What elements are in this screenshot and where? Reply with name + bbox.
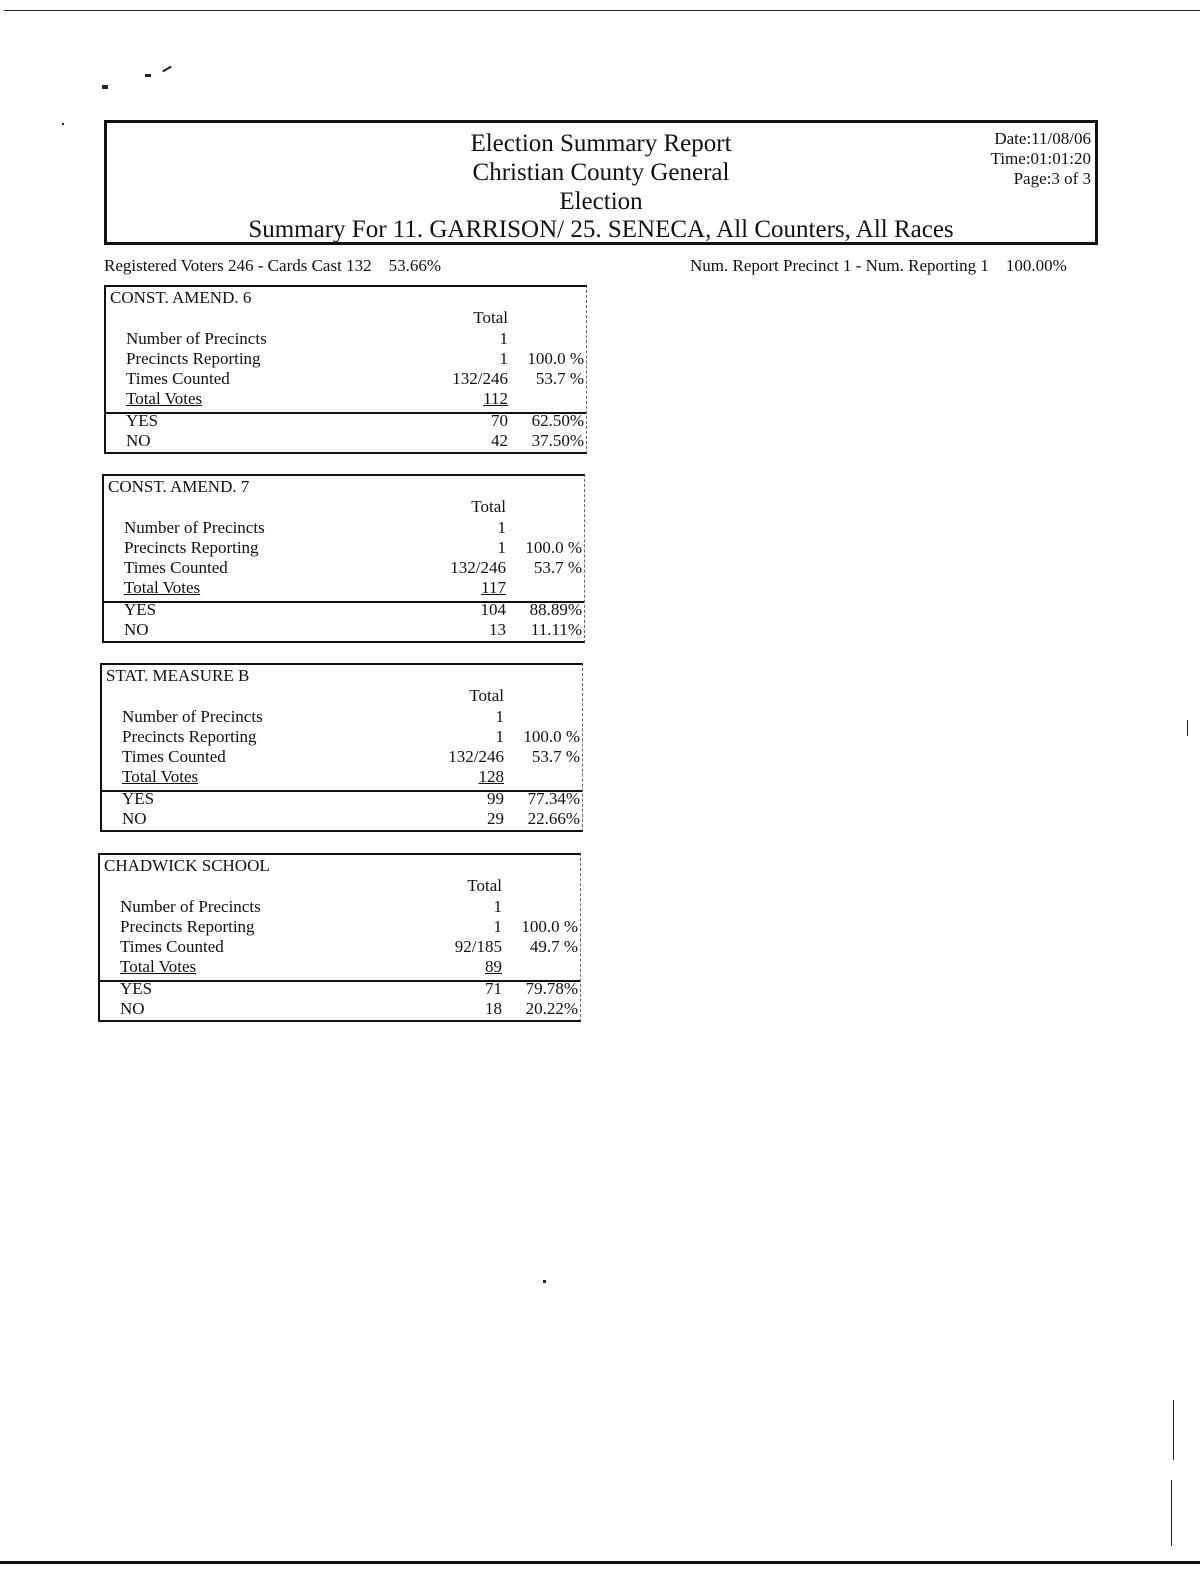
row-label: Times Counted [126,369,230,388]
total-column-header: Total [469,686,504,705]
row-percent: 79.78% [525,979,578,998]
scan-edge-mark [1171,1480,1172,1546]
row-label: Total Votes [120,957,197,976]
row-value: 128 [478,767,504,786]
table-row [104,578,584,598]
report-subtitle-cont: Election [559,188,643,215]
table-row [100,897,580,917]
row-value: 89 [485,957,502,976]
row-label: YES [124,600,157,619]
scan-edge-mark [1187,720,1188,736]
report-time: Time:01:01:20 [990,149,1091,168]
row-label: YES [126,411,159,430]
precinct-reporting-summary: Num. Report Precinct 1 - Num. Reporting 1 100.00% [690,256,1067,275]
race-table [100,663,583,832]
row-value: 1 [495,707,504,726]
table-row [104,620,584,640]
table-row [100,957,580,977]
row-percent: 100.0 % [523,727,580,746]
row-value: 132/246 [450,558,506,577]
row-label: Total Votes [126,389,203,408]
row-label: YES [120,979,153,998]
table-row [104,558,584,578]
report-header [104,120,1098,245]
race-table [104,285,587,454]
row-label: Times Counted [122,747,226,766]
scan-speck [162,66,172,73]
row-percent: 100.0 % [521,917,578,936]
report-meta [991,129,1091,189]
row-percent: 20.22% [525,999,578,1018]
total-column-header: Total [467,876,502,895]
row-label: Precincts Reporting [126,349,261,368]
table-row [104,518,584,538]
row-value: 71 [485,979,502,998]
row-label: Number of Precincts [126,329,267,348]
row-value: 1 [495,727,504,746]
row-value: 1 [493,917,502,936]
row-value: 92/185 [454,937,502,956]
row-percent: 53.7 % [535,369,584,388]
scan-bottom-border [0,1561,1200,1564]
table-row [102,747,582,767]
report-summary-line: Summary For 11. GARRISON/ 25. SENECA, All Counters, All Races [248,216,954,243]
row-label: NO [126,431,151,450]
table-row [102,767,582,787]
table-row [102,809,582,829]
total-column-header: Total [473,308,508,327]
table-row [106,411,586,431]
row-value: 1 [497,538,506,557]
row-value: 42 [491,431,508,450]
row-percent: 77.34% [527,789,580,808]
table-row [104,538,584,558]
row-value: 1 [499,329,508,348]
row-percent: 11.11% [530,620,582,639]
row-label: NO [122,809,147,828]
table-row [102,789,582,809]
race-title: STAT. MEASURE B [106,666,250,685]
table-row [106,389,586,409]
scan-speck [102,85,108,89]
report-date: Date:11/08/06 [994,129,1091,148]
race-title: CONST. AMEND. 7 [108,477,250,496]
row-value: 132/246 [452,369,508,388]
row-label: Number of Precincts [122,707,263,726]
row-value: 18 [485,999,502,1018]
scan-speck [543,1280,546,1283]
row-percent: 53.7 % [531,747,580,766]
row-percent: 22.66% [527,809,580,828]
table-row [104,600,584,620]
row-percent: 49.7 % [529,937,578,956]
row-label: Number of Precincts [120,897,261,916]
report-page: Page:3 of 3 [1013,169,1091,188]
row-label: Precincts Reporting [122,727,257,746]
scan-edge-mark [1173,1400,1174,1460]
table-row [100,917,580,937]
table-row [100,979,580,999]
report-subtitle: Christian County General [472,159,730,186]
row-value: 1 [493,897,502,916]
race-title: CONST. AMEND. 6 [110,288,252,307]
row-value: 1 [497,518,506,537]
row-value: 13 [489,620,506,639]
row-label: Total Votes [124,578,201,597]
row-label: Times Counted [120,937,224,956]
race-table [98,853,581,1022]
scan-top-border [4,10,1200,11]
row-label: Total Votes [122,767,199,786]
scan-speck [62,123,64,125]
table-row [100,999,580,1019]
row-value: 29 [487,809,504,828]
total-column-header: Total [471,497,506,516]
row-value: 70 [491,411,508,430]
registered-voters-summary: Registered Voters 246 - Cards Cast 132 53.66% [104,256,441,275]
table-row [106,431,586,451]
table-row [102,727,582,747]
row-label: Precincts Reporting [120,917,255,936]
scan-speck [145,74,151,77]
row-value: 1 [499,349,508,368]
row-label: NO [124,620,149,639]
row-label: YES [122,789,155,808]
table-row [102,707,582,727]
row-percent: 100.0 % [525,538,582,557]
row-label: Precincts Reporting [124,538,259,557]
row-label: NO [120,999,145,1018]
table-row [100,937,580,957]
row-value: 112 [483,389,508,408]
row-percent: 88.89% [529,600,582,619]
report-title: Election Summary Report [470,130,732,157]
row-label: Times Counted [124,558,228,577]
row-percent: 62.50% [531,411,584,430]
table-row [106,349,586,369]
row-value: 99 [487,789,504,808]
row-percent: 53.7 % [533,558,582,577]
row-label: Number of Precincts [124,518,265,537]
row-value: 117 [481,578,506,597]
row-value: 132/246 [448,747,504,766]
race-title: CHADWICK SCHOOL [104,856,270,875]
table-row [106,329,586,349]
race-table [102,474,585,643]
row-value: 104 [480,600,506,619]
row-percent: 37.50% [531,431,584,450]
table-row [106,369,586,389]
row-percent: 100.0 % [527,349,584,368]
